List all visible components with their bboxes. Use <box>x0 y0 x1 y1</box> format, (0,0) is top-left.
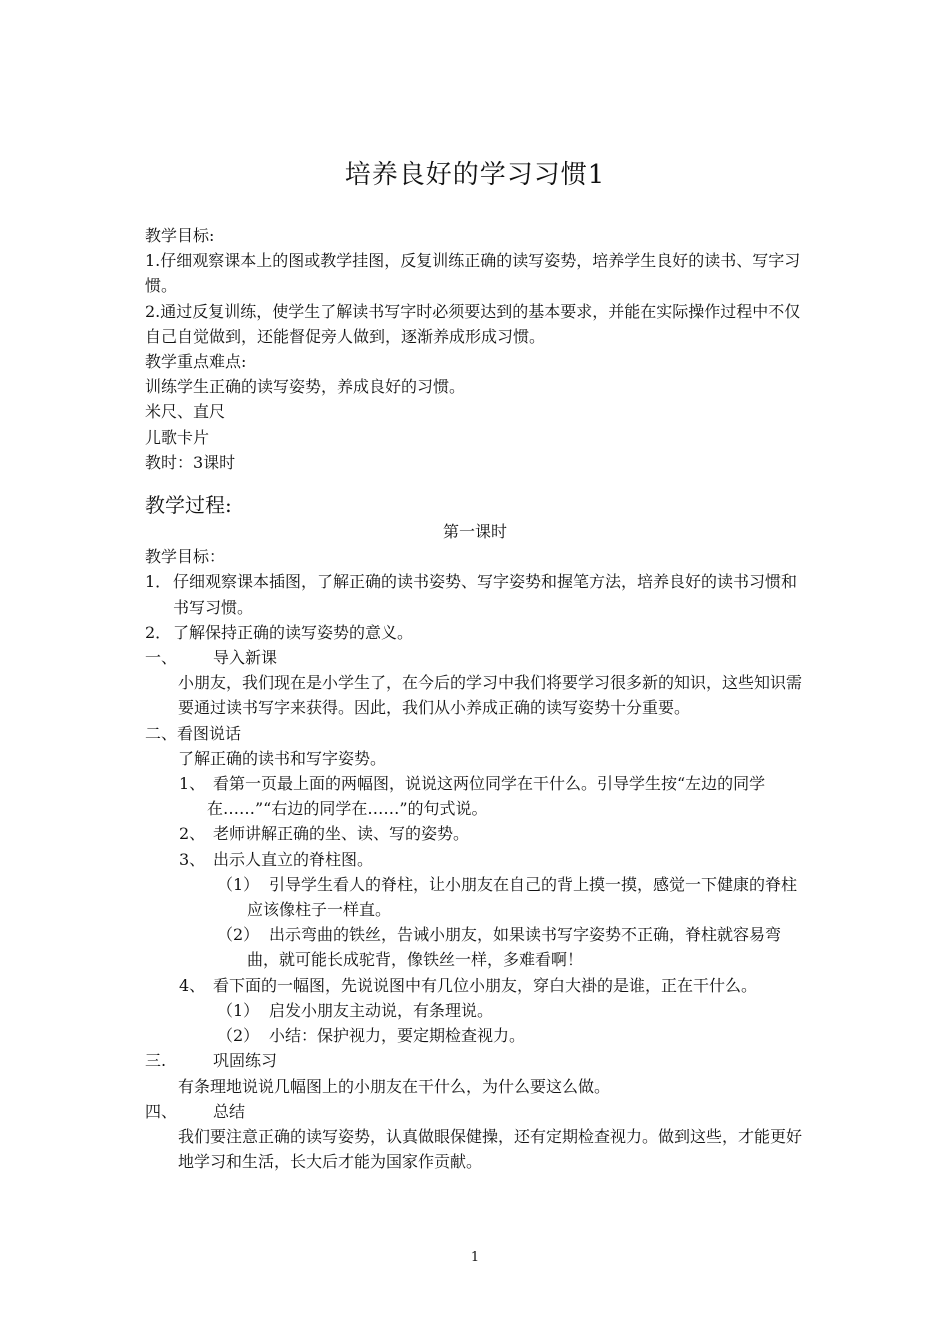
section-title: 总结 <box>213 1101 246 1121</box>
list-text: 看下面的一幅图，先说说图中有几位小朋友，穿白大褂的是谁，正在干什么。 <box>213 975 758 995</box>
section-3-text: 有条理地说说几幅图上的小朋友在干什么，为什么要这么做。 <box>178 1076 611 1096</box>
section-title: 巩固练习 <box>213 1051 278 1071</box>
list-number: 3、 <box>179 849 206 869</box>
item-4-sub-1 <box>145 998 805 1023</box>
list-number: 2、 <box>179 824 206 844</box>
section-2-heading: 二、看图说话 <box>145 723 242 743</box>
list-text: 启发小朋友主动说，有条理说。 <box>269 1000 494 1020</box>
goal-1: 1.仔细观察课本上的图或教学挂图，反复训练正确的读写姿势，培养学生良好的读书、写字习惯。 <box>145 251 801 296</box>
focus-label: 教学重点难点: <box>145 352 247 372</box>
item-4-sub-2 <box>145 1023 805 1048</box>
document-title: 培养良好的学习习惯1 <box>344 160 606 190</box>
section-number: 四、 <box>145 1101 178 1121</box>
item-3 <box>145 847 805 872</box>
section-title: 导入新课 <box>213 648 278 668</box>
item-3-sub-1 <box>145 872 805 922</box>
list-text: 出示弯曲的铁丝，告诫小朋友，如果读书写字姿势不正确，脊柱就容易弯曲，就可能长成驼背，像铁丝一样，多难看啊！ <box>247 925 782 970</box>
list-text: 看第一页最上面的两幅图，说说这两位同学在干什么。引导学生按“左边的同学在……”“右边的同学在……”的句式说。 <box>207 774 766 819</box>
item-3-sub-2 <box>145 922 805 972</box>
list-number: 4、 <box>179 975 206 995</box>
list-number: 1． <box>145 572 172 592</box>
material-1: 米尺、直尺 <box>145 402 226 422</box>
list-number: 2． <box>145 622 172 642</box>
section-1-text: 小朋友，我们现在是小学生了，在今后的学习中我们将要学习很多新的知识，这些知识需要通过读书写字来获得。因此，我们从小养成正确的读写姿势十分重要。 <box>178 673 803 718</box>
list-text: 出示人直立的脊柱图。 <box>213 849 374 869</box>
section-4-heading <box>145 1099 805 1124</box>
list-number: （2） <box>217 925 260 945</box>
goal-2: 2.通过反复训练，使学生了解读书写字时必须要达到的基本要求，并能在实际操作过程中不仅自己自觉做到，还能督促旁人做到，逐渐养成形成习惯。 <box>145 301 801 346</box>
list-number: （1） <box>217 874 260 894</box>
process-heading: 教学过程: <box>145 493 232 518</box>
section-4-text: 我们要注意正确的读写姿势，认真做眼保健操，还有定期检查视力。做到这些，才能更好地学习和生活，长大后才能为国家作贡献。 <box>178 1126 803 1172</box>
section-3-heading <box>145 1048 805 1073</box>
list-text: 老师讲解正确的坐、读、写的姿势。 <box>213 824 470 844</box>
section-1-heading <box>145 645 805 670</box>
section-number: 一、 <box>145 648 178 668</box>
focus-text: 训练学生正确的读写姿势，养成良好的习惯。 <box>145 377 466 397</box>
document-body <box>145 223 805 1174</box>
list-number: 1、 <box>179 774 206 794</box>
page-number: 1 <box>470 1250 480 1265</box>
section-number: 三. <box>145 1051 167 1071</box>
item-2 <box>145 821 805 846</box>
lesson-1-goal-1 <box>145 569 805 619</box>
teaching-hours: 教时：3课时 <box>145 452 236 472</box>
goals-label: 教学目标: <box>145 226 215 245</box>
lesson-1-goals-label: 教学目标： <box>145 547 226 567</box>
item-4 <box>145 973 805 998</box>
section-2-intro: 了解正确的读书和写字姿势。 <box>178 748 387 768</box>
lesson-1-heading: 第一课时 <box>442 522 507 542</box>
list-number: （1） <box>217 1000 260 1020</box>
lesson-1-goal-2 <box>145 620 805 645</box>
list-text: 引导学生看人的脊柱，让小朋友在自己的背上摸一摸，感觉一下健康的脊柱应该像柱子一样直。 <box>247 874 798 920</box>
list-text: 小结：保护视力，要定期检查视力。 <box>269 1026 526 1046</box>
list-text: 了解保持正确的读写姿势的意义。 <box>173 622 414 642</box>
item-1 <box>145 771 805 821</box>
material-2: 儿歌卡片 <box>145 427 210 447</box>
list-text: 仔细观察课本插图，了解正确的读书姿势、写字姿势和握笔方法，培养良好的读书习惯和书写习惯。 <box>173 572 798 617</box>
list-number: （2） <box>217 1026 260 1046</box>
